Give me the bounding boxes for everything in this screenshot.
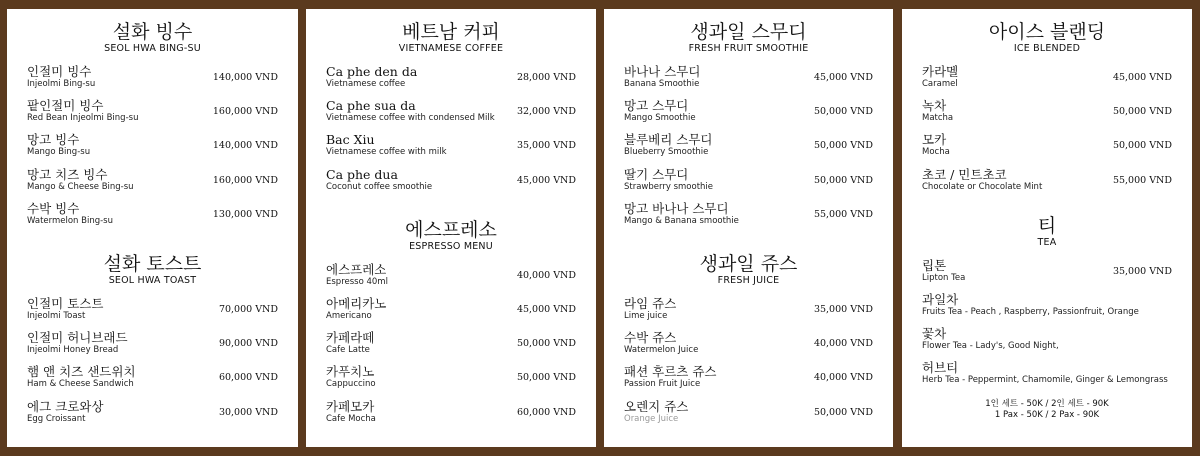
menu-item-name: Bac Xiu bbox=[326, 132, 375, 148]
menu-item-description: Mango & Banana smoothie bbox=[624, 215, 739, 226]
menu-item-price: 60,000 VND bbox=[516, 406, 576, 418]
tea-set-pricing-note: 1 Pax - 50K / 2 Pax - 90K bbox=[994, 409, 1100, 420]
menu-item-description: Coconut coffee smoothie bbox=[326, 181, 433, 192]
menu-item bbox=[27, 98, 278, 132]
menu-item bbox=[27, 132, 278, 166]
section-subtitle: FRESH FRUIT SMOOTHIE bbox=[688, 43, 809, 54]
menu-panel-smoothie-juice bbox=[604, 9, 893, 447]
menu-item bbox=[624, 330, 873, 364]
menu-item-description: Strawberry smoothie bbox=[624, 181, 714, 192]
menu-item bbox=[624, 364, 873, 398]
menu-item-description: Vietnamese coffee with milk bbox=[326, 147, 447, 158]
menu-item bbox=[624, 296, 873, 330]
menu-item-name: 허브티 bbox=[922, 360, 959, 376]
menu-item-description: Espresso 40ml bbox=[326, 276, 388, 287]
menu-item bbox=[624, 201, 873, 235]
menu-item-price: 60,000 VND bbox=[218, 372, 278, 384]
menu-item bbox=[326, 364, 576, 398]
menu-item-price: 140,000 VND bbox=[212, 140, 278, 152]
menu-item-price: 45,000 VND bbox=[516, 174, 576, 186]
menu-item bbox=[624, 98, 873, 132]
menu-item-description: Passion Fruit Juice bbox=[624, 379, 701, 390]
menu-item-price: 160,000 VND bbox=[212, 106, 278, 118]
menu-item-name: 햄 앤 치즈 샌드위치 bbox=[27, 364, 136, 380]
menu-item-price: 50,000 VND bbox=[1112, 140, 1172, 152]
menu-item-description: Egg Croissant bbox=[27, 413, 86, 424]
menu-item-name: 카푸치노 bbox=[326, 364, 375, 380]
menu-item-description: Injeolmi Toast bbox=[27, 310, 86, 321]
section-title: 생과일 쥬스 bbox=[699, 252, 798, 275]
section-title: 에스프레소 bbox=[405, 218, 497, 241]
menu-item-price: 30,000 VND bbox=[218, 406, 278, 418]
menu-item-price: 50,000 VND bbox=[813, 140, 873, 152]
menu-item-name: 인절미 빙수 bbox=[27, 64, 92, 79]
menu-item-description: Fruits Tea - Peach , Raspberry, Passionfruit, Orange bbox=[922, 306, 1139, 317]
menu-item-name: 오렌지 쥬스 bbox=[624, 398, 689, 414]
menu-item bbox=[922, 64, 1172, 98]
menu-item-price: 35,000 VND bbox=[516, 140, 576, 152]
menu-item-price: 55,000 VND bbox=[1112, 174, 1172, 186]
section-gap bbox=[326, 201, 576, 219]
menu-item-description: Vietnamese coffee with condensed Milk bbox=[326, 113, 495, 124]
menu-item bbox=[922, 98, 1172, 132]
menu-item bbox=[27, 364, 278, 398]
section-subtitle: ESPRESSO MENU bbox=[409, 240, 493, 252]
menu-item bbox=[27, 399, 278, 433]
menu-item-description: Mango Bing-su bbox=[27, 147, 91, 158]
menu-item-name: 립톤 bbox=[922, 257, 947, 273]
menu-item-name: 수박 쥬스 bbox=[624, 330, 677, 346]
menu-item bbox=[27, 296, 278, 330]
section-subtitle: SEOL HWA BING-SU bbox=[104, 43, 201, 54]
menu-item bbox=[922, 258, 1172, 292]
menu-item-name: 꽃차 bbox=[922, 326, 947, 342]
menu-item-name: 카라멜 bbox=[922, 64, 959, 79]
menu-item-price: 32,000 VND bbox=[516, 106, 576, 118]
menu-item-description: Caramel bbox=[922, 79, 958, 89]
menu-item-price: 35,000 VND bbox=[1112, 265, 1172, 277]
menu-item-name: 수박 빙수 bbox=[27, 200, 80, 216]
menu-item bbox=[27, 330, 278, 364]
section-subtitle: ICE BLENDED bbox=[1013, 43, 1081, 54]
menu-item bbox=[624, 64, 873, 98]
menu-item-name: 블루베리 스무디 bbox=[624, 132, 713, 148]
menu-item-description: Matcha bbox=[922, 113, 954, 124]
section-title: 베트남 커피 bbox=[402, 21, 500, 43]
menu-item bbox=[326, 330, 576, 364]
section-gap bbox=[624, 235, 873, 253]
menu-item-name: 아메리카노 bbox=[326, 295, 387, 311]
menu-item-description: Cappuccino bbox=[326, 379, 376, 390]
menu-item-description: Watermelon Bing-su bbox=[27, 215, 113, 226]
menu-item-price: 50,000 VND bbox=[813, 406, 873, 418]
menu-item-price: 40,000 VND bbox=[813, 372, 873, 384]
menu-item-name: 에스프레소 bbox=[326, 261, 387, 277]
menu-item-price: 50,000 VND bbox=[516, 338, 576, 350]
menu-item-name: 라임 쥬스 bbox=[624, 295, 677, 311]
menu-item-description: Blueberry Smoothie bbox=[624, 147, 709, 158]
menu-item-description: Mango & Cheese Bing-su bbox=[27, 181, 134, 192]
menu-item bbox=[326, 132, 576, 166]
menu-item bbox=[922, 132, 1172, 166]
menu-item-price: 50,000 VND bbox=[813, 106, 873, 118]
menu-item-name: 팥인절미 빙수 bbox=[27, 98, 104, 114]
section-subtitle: SEOL HWA TOAST bbox=[108, 274, 197, 286]
section-gap bbox=[27, 235, 278, 253]
menu-item bbox=[624, 399, 873, 433]
section-subtitle: VIETNAMESE COFFEE bbox=[398, 43, 504, 54]
menu-item bbox=[922, 167, 1172, 201]
menu-item bbox=[326, 399, 576, 433]
menu-item-name: Ca phe sua da bbox=[326, 98, 416, 114]
menu-item bbox=[27, 64, 278, 98]
menu-item-name: 카페모카 bbox=[326, 398, 375, 414]
menu-item-description: Herb Tea - Peppermint, Chamomile, Ginger & Lemongrass bbox=[922, 375, 1168, 386]
menu-item bbox=[27, 201, 278, 235]
menu-item-name: 패션 후르츠 쥬스 bbox=[624, 364, 717, 380]
menu-item-price: 45,000 VND bbox=[516, 303, 576, 315]
menu-item bbox=[326, 296, 576, 330]
menu-item bbox=[326, 262, 576, 296]
menu-item-price: 160,000 VND bbox=[212, 174, 278, 186]
menu-item-description: Lipton Tea bbox=[922, 272, 966, 283]
menu-item-price: 45,000 VND bbox=[1112, 72, 1172, 83]
menu-item-description: Orange Juice bbox=[624, 413, 679, 424]
menu-item-name: 녹차 bbox=[922, 98, 947, 114]
menu-item bbox=[326, 64, 576, 98]
menu-item-name: 망고 바나나 스무디 bbox=[624, 200, 729, 216]
menu-item-name: 인절미 토스트 bbox=[27, 295, 104, 311]
section-gap bbox=[922, 201, 1172, 215]
menu-item-price: 40,000 VND bbox=[516, 269, 576, 281]
menu-item-price: 28,000 VND bbox=[516, 72, 576, 83]
menu-item bbox=[624, 132, 873, 166]
menu-panel-bingsu-toast bbox=[7, 9, 298, 447]
menu-item bbox=[922, 360, 1172, 394]
menu-item-name: 초코 / 민트초코 bbox=[922, 166, 1007, 182]
menu-item-description: Red Bean Injeolmi Bing-su bbox=[27, 113, 139, 124]
section-subtitle: TEA bbox=[1037, 236, 1057, 248]
menu-item-price: 35,000 VND bbox=[813, 303, 873, 315]
menu-item-name: 모카 bbox=[922, 132, 947, 148]
menu-item-name: 과일차 bbox=[922, 291, 959, 307]
menu-item-name: 망고 스무디 bbox=[624, 98, 689, 114]
menu-panel-ice-blended-tea bbox=[902, 9, 1192, 447]
menu-item-description: Watermelon Juice bbox=[624, 345, 699, 356]
menu-item-description: Mango Smoothie bbox=[624, 113, 696, 124]
menu-item-name: Ca phe den da bbox=[326, 64, 418, 79]
menu-item bbox=[326, 98, 576, 132]
menu-item-description: Americano bbox=[326, 310, 372, 321]
menu-item-description: Ham & Cheese Sandwich bbox=[27, 379, 134, 390]
menu-item-name: 망고 치즈 빙수 bbox=[27, 166, 108, 182]
menu-item-description: Vietnamese coffee bbox=[326, 79, 406, 89]
menu-item-description: Cafe Latte bbox=[326, 345, 370, 356]
menu-item-price: 55,000 VND bbox=[813, 208, 873, 220]
section-title: 설화 빙수 bbox=[112, 21, 193, 43]
section-title: 생과일 스무디 bbox=[690, 21, 807, 43]
menu-item-name: Ca phe dua bbox=[326, 166, 398, 182]
section-title: 티 bbox=[1037, 214, 1057, 237]
menu-item bbox=[624, 167, 873, 201]
section-subtitle: FRESH JUICE bbox=[717, 274, 780, 286]
menu-item-price: 130,000 VND bbox=[212, 208, 278, 220]
menu-item-description: Injeolmi Honey Bread bbox=[27, 345, 119, 356]
menu-item-price: 140,000 VND bbox=[212, 72, 278, 83]
menu-item-name: 에그 크로와상 bbox=[27, 398, 104, 414]
menu-item-name: 망고 빙수 bbox=[27, 132, 80, 148]
menu-item bbox=[922, 326, 1172, 360]
menu-item-name: 바나나 스무디 bbox=[624, 64, 701, 79]
menu-item-price: 50,000 VND bbox=[516, 372, 576, 384]
menu-item-price: 40,000 VND bbox=[813, 338, 873, 350]
menu-item bbox=[27, 167, 278, 201]
menu-item bbox=[326, 167, 576, 201]
menu-item-description: Lime juice bbox=[624, 310, 668, 321]
section-title: 설화 토스트 bbox=[103, 252, 202, 275]
menu-item-description: Chocolate or Chocolate Mint bbox=[922, 181, 1043, 192]
menu-item-description: Mocha bbox=[922, 147, 950, 158]
menu-item-name: 인절미 허니브래드 bbox=[27, 330, 128, 346]
menu-item-price: 90,000 VND bbox=[218, 338, 278, 350]
section-title: 아이스 블랜딩 bbox=[988, 21, 1106, 43]
menu-panel-coffee-espresso bbox=[306, 9, 596, 447]
menu-item bbox=[922, 292, 1172, 326]
menu-item-description: Cafe Mocha bbox=[326, 413, 376, 424]
menu-item-price: 70,000 VND bbox=[218, 303, 278, 315]
menu-item-description: Injeolmi Bing-su bbox=[27, 79, 96, 89]
menu-item-price: 50,000 VND bbox=[1112, 106, 1172, 118]
menu-item-price: 45,000 VND bbox=[813, 72, 873, 83]
tea-set-pricing-note: 1인 세트 - 50K / 2인 세트 - 90K bbox=[985, 398, 1109, 409]
menu-item-description: Banana Smoothie bbox=[624, 79, 700, 89]
menu-item-name: 카페라떼 bbox=[326, 330, 375, 346]
menu-item-description: Flower Tea - Lady's, Good Night, bbox=[922, 341, 1059, 352]
menu-item-price: 50,000 VND bbox=[813, 174, 873, 186]
menu-item-name: 딸기 스무디 bbox=[624, 166, 689, 182]
